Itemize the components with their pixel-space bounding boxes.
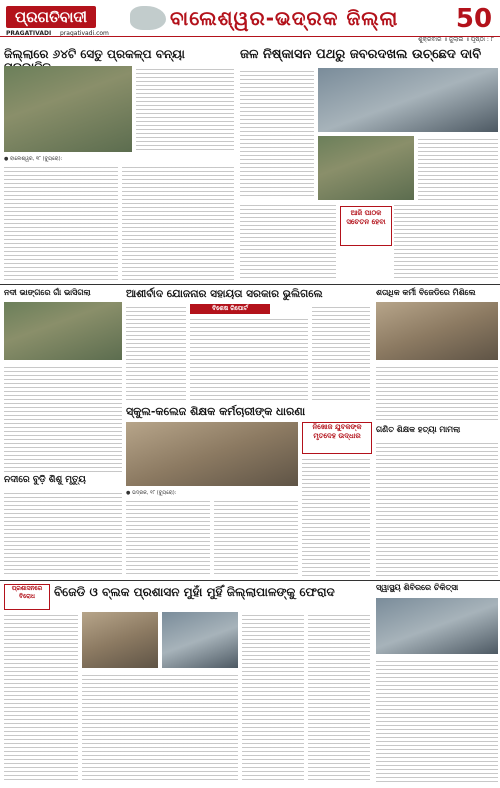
logo-latin: PRAGATIVADI — [6, 30, 52, 37]
story-headline: ଜିଲ୍ଲାରେ ୬୪ଟି ସେତୁ ପ୍ରକଳ୍ପ ବନ୍ୟା — [4, 47, 185, 61]
story-text — [240, 68, 314, 198]
story-text — [126, 304, 186, 402]
story-headline: ଆଶୀର୍ବାଦ ଯୋଜନାର ସହାୟତା ସରକାର ଭୁଲିଗଲେ — [126, 288, 323, 300]
section-divider — [0, 580, 500, 581]
story-headline: ସ୍ୱାସ୍ଥ୍ୟ ଶିବିରରେ ଚିକିତ୍ସା — [376, 583, 459, 592]
story-text — [122, 164, 234, 280]
meeting-photo — [82, 612, 158, 668]
special-report-tag: ବିଶେଷ ରିପୋର୍ଟ — [190, 304, 270, 314]
story-text — [4, 364, 122, 472]
website-url: pragativadi.com — [60, 30, 109, 37]
meeting-photo — [162, 612, 238, 668]
story-headline: ଗଣିତ ଶିକ୍ଷକ ହତ୍ୟା ମାମଲା — [376, 425, 461, 434]
story-headline: ବିଜେଡି ଓ ବ୍ଲକ ପ୍ରଶାସନ ମୁହାଁ ମୁହିଁ ଜିଲ୍ଲାପାଳଙ୍କୁ ଫେରାଦ — [54, 585, 335, 599]
story-text — [394, 202, 498, 280]
story-text — [4, 490, 122, 576]
story-headline: ଶତାଧିକ କର୍ମୀ ବିଜେଡିରେ ମିଶିଲେ — [376, 288, 476, 297]
story-text — [376, 658, 498, 782]
page-title: ବାଲେଶ୍ୱର-ଭଦ୍ରକ ଜିଲ୍ଲା — [170, 6, 399, 30]
story-text — [240, 202, 336, 280]
story-text — [82, 672, 238, 782]
missing-tag: ନିଖୋଜ ଯୁବକଙ୍କ ମୃତଦେହ ଉଦ୍ଧାର — [302, 422, 372, 454]
protest-photo — [126, 422, 298, 486]
story-dateline: ● ବାଲେଶ୍ୱର, ୧୮ (ବ୍ୟୁରୋ): — [4, 156, 63, 162]
story-headline: ନଦୀରେ ବୁଡ଼ି ଶିଶୁ ମୃତ୍ୟୁ — [4, 475, 86, 485]
story-text — [376, 364, 498, 422]
story-headline: ଜଳ ନିଷ୍କାସନ ପଥରୁ ଜବରଦଖଲ ଉଚ୍ଛେଦ ଦାବି — [240, 47, 482, 62]
health-photo — [376, 598, 498, 654]
story-text — [418, 136, 498, 200]
reader-tag: ଆଜି ପାଠକ ସଚେତନ ହେବା — [340, 206, 392, 246]
story-text — [136, 66, 234, 152]
river-photo — [4, 302, 122, 360]
anniversary-logo: 50 — [455, 4, 493, 34]
story-text — [4, 164, 118, 280]
story-text — [308, 612, 370, 782]
story-headline: ନଦୀ ଭାଙ୍ଗରେ ଗାଁ ଭାସିଗଲା — [4, 288, 91, 297]
dateline: ଶୁକ୍ରବାର ॥ ଜୁଲାଇ ॥ ପୃଷ୍ଠା : ୮ — [418, 36, 494, 43]
story-text — [126, 498, 210, 576]
drain-photo — [318, 136, 414, 200]
story-text — [376, 440, 498, 576]
story-text — [302, 456, 370, 576]
party-photo — [376, 302, 498, 360]
newspaper-logo: ପ୍ରଗତିବାଦୀ — [6, 6, 96, 28]
district-map-icon — [130, 6, 166, 30]
story-headline: ସ୍କୁଲ-କଲେଜ ଶିକ୍ଷକ କର୍ମଚାରୀଙ୍କ ଧାରଣା — [126, 405, 306, 418]
story-text — [242, 612, 304, 782]
story-text — [4, 612, 78, 782]
section-divider — [0, 284, 500, 285]
story-dateline: ● ଭଦ୍ରକ, ୧୮ (ବ୍ୟୁରୋ): — [126, 490, 177, 496]
story-text — [214, 498, 298, 576]
story-text — [190, 316, 308, 402]
building-photo — [318, 68, 498, 132]
story-text — [312, 304, 370, 402]
protest-tag: ପ୍ରଶାସନରେ ବିରୋଧ — [4, 584, 50, 610]
flood-photo — [4, 66, 132, 152]
